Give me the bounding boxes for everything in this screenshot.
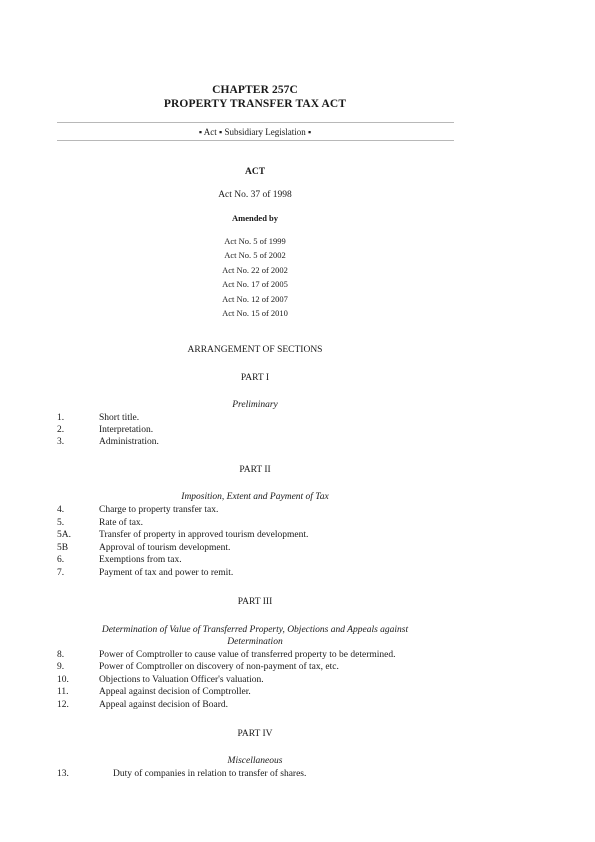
part-subtitle-continued: Determination — [227, 637, 283, 647]
amendment-item: Act No. 22 of 2002 — [222, 265, 288, 275]
nav-bullet: ▪ — [219, 127, 223, 137]
section-row[interactable] — [0, 769, 595, 781]
bottom-divider — [57, 140, 454, 141]
section-title: Objections to Valuation Officer's valuation. — [99, 675, 264, 685]
section-title: Duty of companies in relation to transfer of shares. — [113, 769, 307, 779]
section-row[interactable] — [0, 675, 595, 687]
act-title: PROPERTY TRANSFER TAX ACT — [163, 98, 347, 110]
section-title: Appeal against decision of Comptroller. — [99, 687, 251, 697]
section-row[interactable] — [0, 568, 595, 580]
section-number: 8. — [57, 650, 65, 660]
top-divider — [57, 122, 454, 123]
amendment-item: Act No. 15 of 2010 — [222, 308, 288, 318]
section-row[interactable] — [0, 650, 595, 662]
section-row[interactable] — [0, 662, 595, 674]
amendment-item: Act No. 17 of 2005 — [222, 279, 288, 289]
amendment-item: Act No. 12 of 2007 — [222, 294, 288, 304]
section-row[interactable] — [0, 530, 595, 542]
amended-by-label: Amended by — [231, 213, 279, 223]
section-number: 10. — [57, 675, 69, 685]
section-number: 5. — [57, 518, 65, 528]
section-row[interactable] — [0, 505, 595, 517]
section-number: 12. — [57, 700, 69, 710]
nav-bullet: ▪ — [307, 127, 312, 137]
section-number: 6. — [57, 555, 65, 565]
section-number: 11. — [57, 687, 69, 697]
part-label: PART IV — [237, 729, 273, 739]
section-number: 3. — [57, 437, 65, 447]
section-number: 9. — [57, 662, 65, 672]
section-title: Transfer of property in approved tourism development. — [99, 530, 309, 540]
act-number: Act No. 37 of 1998 — [218, 190, 292, 200]
part-subtitle: Miscellaneous — [227, 756, 283, 766]
section-title: Power of Comptroller on discovery of non-payment of tax, etc. — [99, 662, 339, 672]
section-number: 5A. — [57, 530, 71, 540]
nav-link-act[interactable]: Act — [203, 127, 217, 137]
part-subtitle: Imposition, Extent and Payment of Tax — [181, 492, 329, 502]
part-subtitle: Preliminary — [232, 400, 278, 410]
section-title: Power of Comptroller to cause value of transferred property to be determined. — [99, 650, 396, 660]
act-heading: ACT — [244, 167, 266, 177]
section-number: 2. — [57, 425, 65, 435]
part-label: PART II — [239, 465, 271, 475]
nav-bullet: ▪ — [198, 127, 203, 137]
section-number: 5B — [57, 543, 69, 553]
section-number: 4. — [57, 505, 65, 515]
section-row[interactable] — [0, 413, 595, 425]
section-row[interactable] — [0, 700, 595, 712]
section-row[interactable] — [0, 437, 595, 449]
section-row[interactable] — [0, 687, 595, 699]
section-title: Appeal against decision of Board. — [99, 700, 229, 710]
section-title: Charge to property transfer tax. — [99, 505, 219, 515]
section-title: Approval of tourism development. — [99, 543, 231, 553]
amendment-item: Act No. 5 of 1999 — [224, 236, 286, 246]
section-row[interactable] — [0, 518, 595, 530]
section-row[interactable] — [0, 425, 595, 437]
amendment-item: Act No. 5 of 2002 — [224, 250, 286, 260]
part-label: PART I — [240, 373, 270, 383]
section-title: Payment of tax and power to remit. — [99, 568, 234, 578]
part-subtitle: Determination of Value of Transferred Property, Objections and Appeals against — [101, 625, 409, 635]
arrangement-heading: ARRANGEMENT OF SECTIONS — [187, 345, 323, 355]
section-title: Short title. — [99, 413, 140, 423]
section-title: Exemptions from tax. — [99, 555, 182, 565]
section-title: Rate of tax. — [99, 518, 144, 528]
chapter-heading: CHAPTER 257C — [212, 84, 298, 96]
nav-bar — [0, 127, 510, 137]
section-row[interactable] — [0, 543, 595, 555]
section-title: Administration. — [99, 437, 159, 447]
section-title: Interpretation. — [99, 425, 154, 435]
section-number: 7. — [57, 568, 65, 578]
section-row[interactable] — [0, 555, 595, 567]
section-number: 13. — [57, 769, 69, 779]
part-label: PART III — [237, 597, 273, 607]
section-number: 1. — [57, 413, 65, 423]
nav-link-subsidiary-legislation[interactable]: Subsidiary Legislation — [224, 127, 306, 137]
